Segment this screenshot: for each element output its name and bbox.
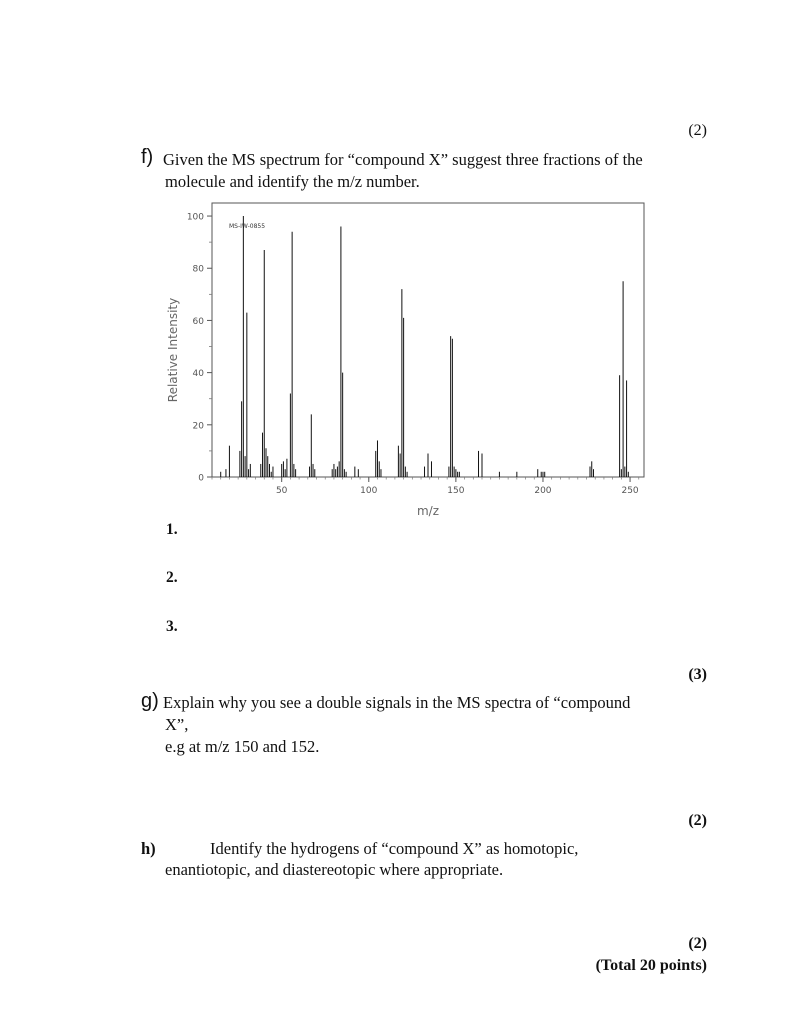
x-tick-label: 150 (447, 486, 465, 496)
y-tick-label: 20 (192, 421, 204, 432)
plot-frame (212, 203, 644, 477)
points-g: (3) (688, 666, 707, 683)
x-axis-label: m/z (416, 504, 440, 518)
question-f-line1: Given the MS spectrum for “compound X” suggest three fractions of the (163, 150, 643, 169)
question-g-line2: X”, (165, 715, 189, 734)
y-tick-label: 100 (186, 212, 204, 223)
question-h-line2: enantiotopic, and diastereotopic where appropriate. (165, 860, 504, 879)
ms-spectrum-chart (160, 195, 650, 525)
y-tick-label: 0 (198, 473, 204, 484)
x-tick-label: 50 (275, 486, 288, 496)
question-letter-f: f) (141, 146, 154, 168)
y-tick-label: 60 (192, 316, 204, 327)
answer-2: 2. (166, 569, 178, 586)
question-letter-g: g) (141, 690, 159, 712)
answer-3: 3. (166, 618, 178, 635)
y-axis-label: Relative Intensity (166, 297, 180, 403)
points-h: (2) (688, 812, 707, 829)
question-letter-h: h) (141, 839, 156, 858)
question-f-line2: molecule and identify the m/z number. (165, 172, 420, 191)
x-tick-label: 100 (360, 486, 378, 496)
points-f: (2) (688, 122, 707, 139)
question-h-line1: Identify the hydrogens of “compound X” as homotopic, (210, 839, 579, 858)
chart-title: MS-IW-0855 (229, 223, 266, 230)
y-tick-label: 80 (192, 264, 204, 275)
question-g-line3: e.g at m/z 150 and 152. (165, 737, 320, 756)
total-points: (Total 20 points) (595, 957, 707, 974)
answer-1: 1. (166, 521, 178, 538)
x-tick-label: 200 (534, 486, 552, 496)
y-tick-label: 40 (192, 369, 204, 380)
question-g-line1: Explain why you see a double signals in the MS spectra of “compound (163, 693, 631, 712)
points-final: (2) (688, 935, 707, 952)
x-tick-label: 250 (621, 486, 639, 496)
